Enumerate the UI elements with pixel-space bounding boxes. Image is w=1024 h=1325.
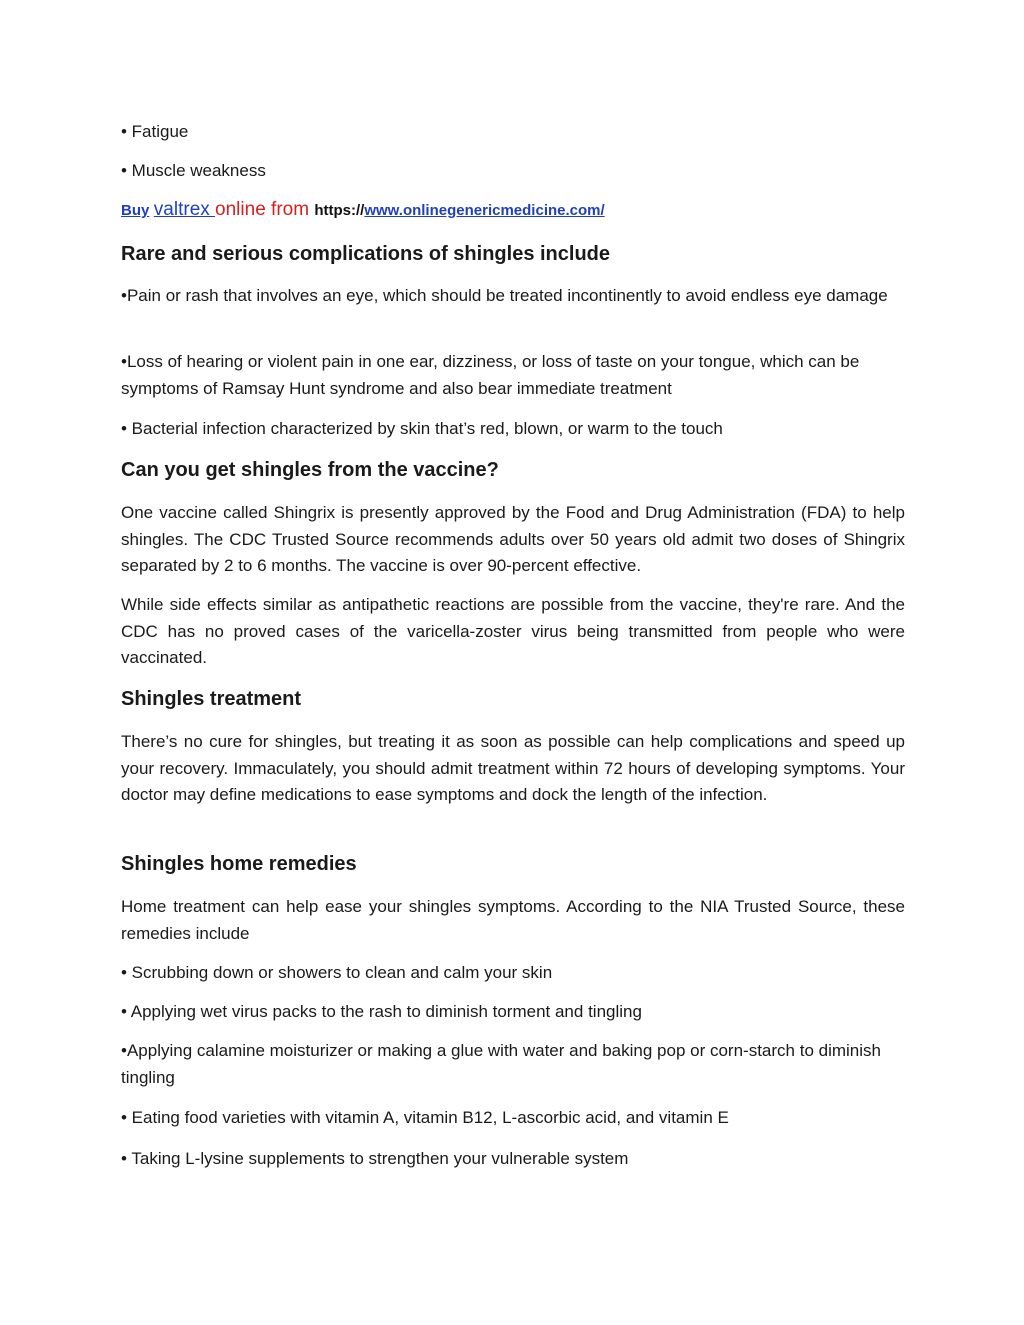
complication-item: •Pain or rash that involves an eye, which should be treated incontinently to avoid endless eye damage — [121, 286, 888, 305]
promo-line — [121, 199, 605, 221]
treatment-heading: Shingles treatment — [121, 688, 302, 710]
complications-heading: Rare and serious complications of shingles include — [121, 243, 611, 265]
complication-item: • Bacterial infection characterized by skin that’s red, blown, or warm to the touch — [121, 419, 723, 438]
website-link[interactable]: www.onlinegenericmedicine.com/ — [364, 202, 605, 219]
bullet-muscle-weakness: • Muscle weakness — [121, 161, 266, 180]
valtrex-link[interactable]: valtrex — [153, 199, 216, 220]
online-from-text: online from — [215, 199, 315, 220]
treatment-paragraph: There’s no cure for shingles, but treating it as soon as possible can help complications and speed up your recovery. Immaculately, you should admit treatment within 72 hours of developing symptoms. Your doctor may define medications to ease symptoms and dock the length of the infection. — [121, 732, 905, 804]
remedy-item: • Applying wet virus packs to the rash to diminish torment and tingling — [121, 1002, 642, 1021]
complication-item: •Loss of hearing or violent pain in one ear, dizziness, or loss of taste on your tongue, which can be symptoms of Ramsay Hunt syndrome and also bear immediate treatment — [121, 352, 860, 398]
remedies-intro: Home treatment can help ease your shingles symptoms. According to the NIA Trusted Source, these remedies include — [121, 897, 905, 943]
remedy-item: • Scrubbing down or showers to clean and calm your skin — [121, 963, 553, 982]
remedies-heading: Shingles home remedies — [121, 853, 357, 875]
vaccine-paragraph: While side effects similar as antipathetic reactions are possible from the vaccine, they're rare. And the CDC has no proved cases of the varicella-zoster virus being transmitted from people who were vaccinated. — [121, 595, 905, 667]
vaccine-paragraph: One vaccine called Shingrix is presently approved by the Food and Drug Administration (FDA) to help shingles. The CDC Trusted Source recommends adults over 50 years old admit two doses of Shingrix separated by 2 to 6 months. The vaccine is over 90-percent effective. — [121, 503, 905, 575]
buy-link[interactable]: Buy — [121, 202, 150, 219]
remedy-item: • Eating food varieties with vitamin A, vitamin B12, L-ascorbic acid, and vitamin E — [121, 1108, 729, 1127]
remedy-item: •Applying calamine moisturizer or making a glue with water and baking pop or corn-starch to diminish tingling — [121, 1041, 881, 1087]
https-text: https:// — [314, 202, 365, 219]
bullet-fatigue: • Fatigue — [121, 122, 189, 141]
vaccine-heading: Can you get shingles from the vaccine? — [121, 459, 499, 481]
remedy-item: • Taking L-lysine supplements to strengthen your vulnerable system — [121, 1149, 629, 1168]
